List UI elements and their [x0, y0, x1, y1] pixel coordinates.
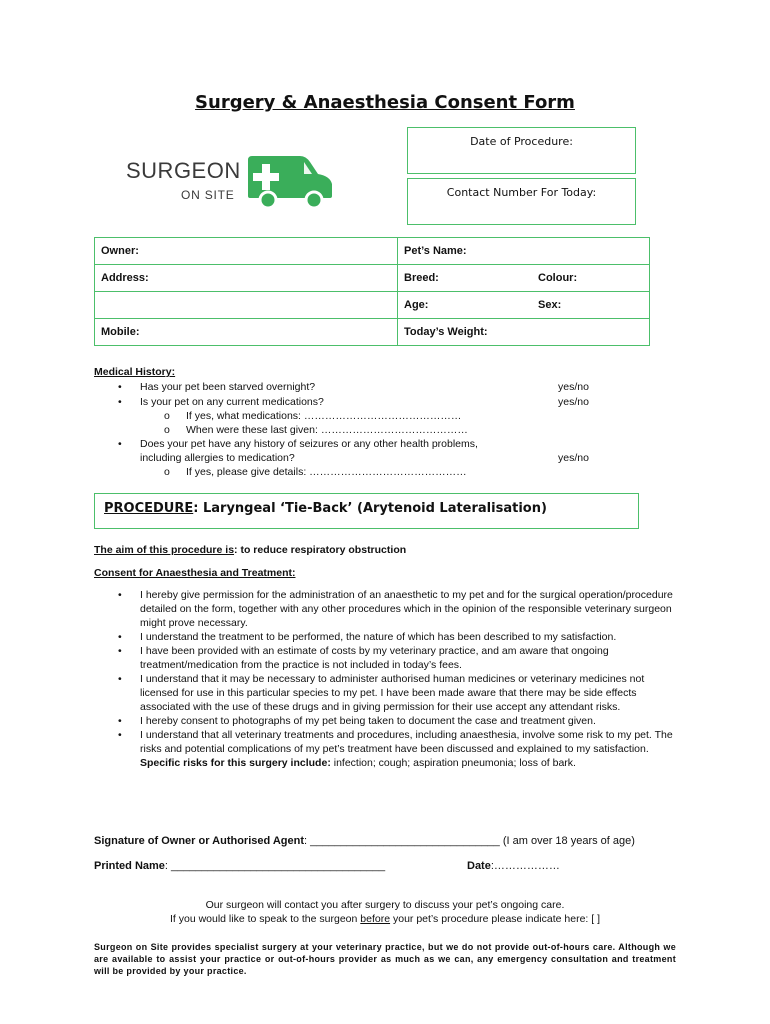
sex-label: Sex:: [538, 299, 562, 311]
logo-line1: SURGEON: [126, 158, 241, 183]
list-item: [118, 672, 678, 714]
printed-name-field[interactable]: : ___________________________________: [164, 860, 386, 872]
contact-number-box[interactable]: [407, 178, 636, 225]
list-item: o: [164, 410, 170, 422]
contact-note: [0, 898, 770, 926]
surgeon-on-site-logo: [126, 154, 336, 210]
medical-q2: Is your pet on any current medications?: [140, 396, 324, 408]
consent-heading: Consent for Anaesthesia and Treatment:: [94, 567, 296, 579]
consent-item-4: I understand that it may be necessary to administer authorised human medicines or veterinary medicines not licensed for use in this particular species to my pet. I have been made aware that there may be side effects associated with the use of these drugs and in giving permission for their use accept any attendant risks.: [140, 673, 645, 713]
table-row: [95, 238, 650, 265]
mobile-label: Mobile:: [101, 326, 140, 338]
date-line[interactable]: [467, 860, 560, 872]
breed-colour-cell[interactable]: [398, 265, 650, 292]
signature-label: Signature of Owner or Authorised Agent: [94, 835, 305, 847]
contact-note-before: before: [360, 913, 391, 925]
list-item: o: [164, 466, 170, 478]
medical-q3-line1: Does your pet have any history of seizures or any other health problems,: [140, 438, 478, 450]
table-row: [95, 265, 650, 292]
contact-number-label: Contact Number For Today:: [446, 186, 597, 199]
list-item: [118, 644, 678, 672]
medical-q1: Has your pet been starved overnight?: [140, 381, 316, 393]
contact-note-line1: Our surgeon will contact you after surgery to discuss your pet’s ongoing care.: [205, 899, 565, 911]
list-item: [118, 588, 678, 630]
contact-note-line2: [0, 912, 770, 926]
bullet: •: [118, 631, 122, 643]
colour-label: Colour:: [538, 272, 578, 284]
date-of-procedure-box[interactable]: [407, 127, 636, 174]
address-continued-cell[interactable]: [95, 292, 398, 319]
printed-name-line[interactable]: [94, 860, 385, 872]
table-row: [95, 292, 650, 319]
medical-q2-answer[interactable]: yes/no: [558, 396, 589, 408]
list-item: •: [118, 438, 122, 450]
age-label: Age:: [404, 299, 429, 311]
consent-item-6: [140, 728, 678, 770]
address-cell[interactable]: [95, 265, 398, 292]
specific-risks-label: Specific risks for this surgery include:: [140, 757, 331, 769]
pet-owner-info-table: [94, 237, 650, 346]
weight-cell[interactable]: [398, 319, 650, 346]
procedure-aim: [94, 544, 406, 556]
procedure-box: [94, 493, 639, 529]
ambulance-van-icon: [246, 154, 336, 210]
bullet: •: [118, 589, 122, 601]
procedure-label: PROCEDURE: [104, 501, 194, 516]
breed-label: Breed:: [404, 272, 439, 284]
logo-line2: ON SITE: [181, 188, 235, 202]
consent-item-5: I hereby consent to photographs of my pet being taken to document the case and treatment given.: [140, 715, 596, 727]
owner-label: Owner:: [101, 245, 139, 257]
list-item: [118, 728, 678, 770]
signature-field[interactable]: : _______________________________: [304, 835, 500, 847]
pet-name-cell[interactable]: [398, 238, 650, 265]
procedure-name: : Laryngeal ‘Tie-Back’ (Arytenoid Lateralisation): [193, 501, 547, 516]
medical-q3-answer[interactable]: yes/no: [558, 452, 589, 464]
consent-item-3: I have been provided with an estimate of costs by my veterinary practice, and am aware that ongoing treatment/medication from the practice is not included in today’s fees.: [140, 645, 609, 671]
table-row: [95, 319, 650, 346]
aim-label: The aim of this procedure is: [94, 544, 235, 556]
weight-label: Today’s Weight:: [404, 326, 488, 338]
bullet: •: [118, 729, 122, 741]
consent-item-1: I hereby give permission for the administration of an anaesthetic to my pet and for the surgical operation/procedure detailed on the form, together with any other procedures which in the opinion of the responsible veterinary surgeon might prove necessary.: [140, 589, 673, 629]
bullet: •: [118, 715, 122, 727]
form-title: Surgery & Anaesthesia Consent Form: [195, 92, 575, 113]
address-label: Address:: [101, 272, 149, 284]
footer-disclaimer: Surgeon on Site provides specialist surgery at your veterinary practice, but we do not provide out-of-hours care. Although we are available to assist your practice or out-of-hours provider as much as we can, any emergency consultation and treatment will be provided by your practice.: [94, 942, 676, 976]
age-note: (I am over 18 years of age): [499, 835, 635, 847]
aim-text: : to reduce respiratory obstruction: [234, 544, 407, 556]
list-item: o: [164, 424, 170, 436]
medical-q2-sub2[interactable]: When were these last given: ……………………………………: [186, 424, 468, 436]
date-of-procedure-label: Date of Procedure:: [470, 135, 573, 148]
list-item: •: [118, 396, 122, 408]
medical-q2-sub1[interactable]: If yes, what medications: ………………………………………: [186, 410, 462, 422]
contact-note-text-a: If you would like to speak to the surgeon: [169, 913, 361, 925]
printed-name-label: Printed Name: [94, 860, 165, 872]
list-item: [118, 714, 678, 728]
medical-q3-sub1[interactable]: If yes, please give details: ………………………………………: [186, 466, 467, 478]
consent-list: [118, 588, 678, 770]
pet-name-label: Pet’s Name:: [404, 245, 467, 257]
medical-q1-answer[interactable]: yes/no: [558, 381, 589, 393]
list-item: [118, 630, 678, 644]
specific-risks-text: infection; cough; aspiration pneumonia; loss of bark.: [330, 757, 576, 769]
consent-item-2: I understand the treatment to be performed, the nature of which has been described to my satisfaction.: [140, 631, 617, 643]
bullet: •: [118, 645, 122, 657]
consent-item-6-text: I understand that all veterinary treatments and procedures, including anaesthesia, involve some risk to my pet. The risks and potential complications of my pet’s treatment have been discussed and explained to my satisfaction.: [140, 729, 673, 755]
age-sex-cell[interactable]: [398, 292, 650, 319]
medical-history-heading: Medical History:: [94, 366, 176, 378]
mobile-cell[interactable]: [95, 319, 398, 346]
contact-note-text-c: your pet’s procedure please indicate here: [ ]: [390, 913, 600, 925]
owner-cell[interactable]: [95, 238, 398, 265]
date-field[interactable]: :………………: [490, 860, 560, 872]
signature-line[interactable]: [94, 835, 635, 847]
procedure-text: [104, 501, 547, 516]
list-item: •: [118, 381, 122, 393]
date-label: Date: [467, 860, 491, 872]
medical-q3-line2: including allergies to medication?: [140, 452, 295, 464]
bullet: •: [118, 673, 122, 685]
